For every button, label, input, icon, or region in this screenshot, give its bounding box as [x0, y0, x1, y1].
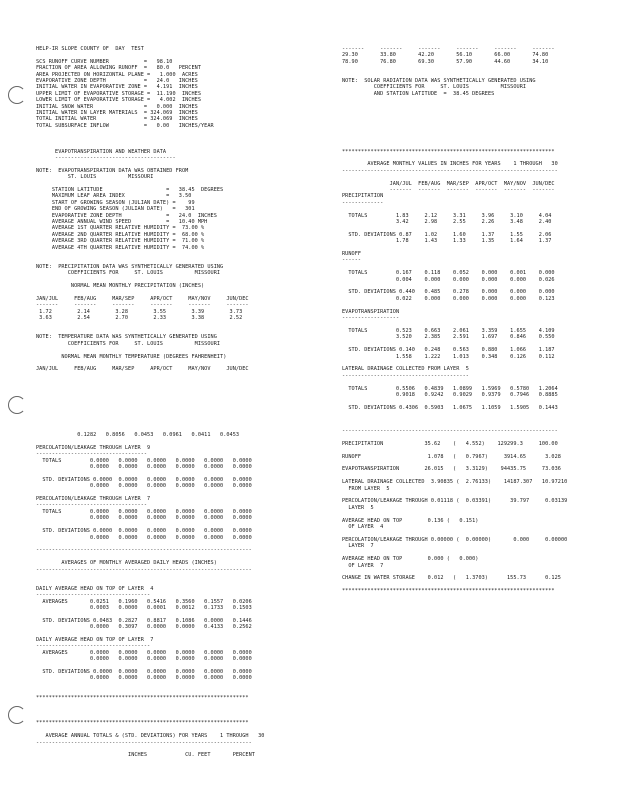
text-line: NOTE: TEMPERATURE DATA WAS SYNTHETICALLY GENERATED USING [36, 334, 217, 341]
text-line: DAILY AVERAGE HEAD ON TOP OF LAYER 4 [36, 585, 154, 592]
text-line: AVERAGES 0.0251 0.1960 0.5416 0.3560 0.1557 0.0206 [36, 598, 252, 605]
page2-right-column [342, 428, 567, 595]
text-line: STD. DEVIATIONS 0.0483 0.2827 0.8817 0.1086 0.0000 0.1446 [36, 617, 252, 624]
text-line: AND STATION LATITUDE = 38.45 DEGREES [342, 90, 495, 97]
text-line: AVERAGE 2ND QUARTER RELATIVE HUMIDITY = 68.00 % [36, 231, 205, 238]
text-line: ---------------------------------------- [342, 372, 469, 379]
text-line: 0.0000 0.0000 0.0000 0.0000 0.0000 0.0000 [36, 656, 252, 663]
text-line: PRECIPITATION 35.62 ( 4.552) 129299.3 100.00 [342, 440, 558, 447]
text-line: ------- ------- ------- ------- ------- ------- [36, 302, 249, 309]
text-line: LATERAL DRAINAGE COLLECTED FROM LAYER 5 [342, 366, 469, 373]
text-line: 3.520 2.385 2.591 1.697 0.846 0.550 [342, 334, 555, 341]
text-line: PERCOLATION/LEAKAGE THROUGH 0.00000 ( 0.00000) 0.000 0.00000 [342, 536, 568, 543]
text-line: ------- ------- ------- ------- ------- ------- [342, 186, 555, 193]
page1-left-column [36, 46, 249, 373]
text-line: EVAPORATIVE ZONE DEPTH = 24.0 INCHES [36, 78, 198, 85]
text-line: JAN/JUL FEB/AUG MAR/SEP APR/OCT MAY/NOV JUN/DEC [36, 295, 249, 302]
text-line: UPPER LIMIT OF EVAPORATIVE STORAGE = 11.190 INCHES [36, 90, 202, 97]
text-line: 0.0003 0.0000 0.0001 0.0012 0.1733 0.1503 [36, 604, 252, 611]
text-line: 0.0000 0.0000 0.0000 0.0000 0.0000 0.0000 [36, 675, 252, 682]
text-line: 0.022 0.000 0.000 0.000 0.000 0.123 [342, 295, 555, 302]
text-line: COEFFICIENTS FOR ST. LOUIS MISSOURI [36, 270, 221, 277]
text-line: AVERAGE ANNUAL TOTALS & (STD. DEVIATIONS) FOR YEARS 1 THROUGH 30 [36, 733, 265, 740]
text-line: ------ [342, 257, 362, 264]
text-line: INITIAL SNOW WATER = 0.000 INCHES [36, 103, 198, 110]
text-line: AREA PROJECTED ON HORIZONTAL PLANE = 1.000 ACRES [36, 71, 198, 78]
text-line: STD. DEVIATIONS 0.87 1.02 1.60 1.37 1.55 2.06 [342, 231, 552, 238]
text-line: NORMAL MEAN MONTHLY PRECIPITATION (INCHES) [36, 283, 205, 290]
text-line: PERCOLATION/LEAKAGE THROUGH LAYER 9 [36, 444, 151, 451]
text-line: ------------------------------------ [36, 643, 151, 650]
text-line: 0.9018 0.9242 0.9029 0.9379 0.7946 0.8885 [342, 391, 558, 398]
text-line: 1.558 1.222 1.013 0.348 0.126 0.112 [342, 353, 555, 360]
text-line: 0.004 0.000 0.000 0.000 0.000 0.026 [342, 276, 555, 283]
text-line: TOTAL INITIAL WATER = 324.069 INCHES [36, 116, 198, 123]
text-line: 0.0000 0.0000 0.0000 0.0000 0.0000 0.0000 [36, 534, 252, 541]
text-line: AVERAGE 4TH QUARTER RELATIVE HUMIDITY = 74.00 % [36, 244, 205, 251]
text-line: COEFFICIENTS FOR ST. LOUIS MISSOURI [36, 340, 221, 347]
text-line: 0.0000 0.0000 0.0000 0.0000 0.0000 0.0000 [36, 464, 252, 471]
text-line: RUNOFF [342, 251, 362, 257]
text-line: 0.0000 0.0000 0.0000 0.0000 0.0000 0.0000 [36, 515, 252, 522]
binder-hole [8, 86, 26, 104]
text-line: HELP-IR SLOPE COUNTY OF DAY TEST [36, 46, 144, 52]
text-line: TOTALS 0.523 0.663 2.061 3.359 1.655 4.109 [342, 327, 555, 334]
text-line: EVAPOTRANSPIRATION [342, 308, 400, 315]
text-line: OF LAYER 7 [342, 562, 384, 569]
text-line: DAILY AVERAGE HEAD ON TOP OF LAYER 7 [36, 637, 154, 643]
text-line: 0.0000 0.3097 0.0000 0.0000 0.4133 0.2562 [36, 624, 252, 631]
text-line: AVERAGE ANNUAL WIND SPEED = 10.40 MPH [36, 218, 208, 225]
text-line: ******************************************************************* [36, 720, 249, 727]
text-line: INITIAL WATER IN EVAPORATIVE ZONE = 4.191 INCHES [36, 84, 198, 91]
text-line: LAYER 5 [342, 504, 374, 511]
page2-left-column [36, 432, 264, 759]
text-line: INCHES CU. FEET PERCENT [36, 752, 255, 759]
text-line: NOTE: PRECIPITATION DATA WAS SYNTHETICALLY GENERATED USING [36, 263, 224, 270]
text-line: 78.90 76.80 69.30 57.90 44.60 34.10 [342, 58, 549, 65]
text-line: 29.30 33.80 42.20 56.10 66.00 74.80 [342, 52, 549, 59]
text-line: INITIAL WATER IN LAYER MATERIALS = 324.069 INCHES [36, 110, 198, 117]
text-line: NOTE: EVAPOTRANSPIRATION DATA WAS OBTAINED FROM [36, 167, 189, 174]
text-line: CHANGE IN WATER STORAGE 0.012 ( 1.3703) 155.73 0.125 [342, 575, 561, 582]
text-line: EVAPORATIVE ZONE DEPTH = 24.0 INCHES [36, 212, 217, 219]
text-line: AVERAGE MONTHLY VALUES IN INCHES FOR YEARS 1 THROUGH 30 [342, 161, 558, 168]
text-line: STATION LATITUDE = 38.45 DEGREES [36, 186, 224, 193]
text-line: NOTE: SOLAR RADIATION DATA WAS SYNTHETICALLY GENERATED USING [342, 78, 536, 85]
text-line: STD. DEVIATIONS 0.140 0.248 0.563 0.880 1.066 1.187 [342, 347, 555, 354]
text-line: -------------------------------------------------------------------- [36, 566, 252, 573]
text-line: LATERAL DRAINAGE COLLECTED 3.90835 ( 2.76133) 14187.307 10.97210 [342, 479, 568, 486]
text-line: ------- ------- ------- ------- ------- ------- [342, 46, 555, 52]
text-line: 3.63 2.54 2.70 2.33 3.38 2.52 [36, 315, 243, 322]
text-line: ----------------------------------- [36, 451, 148, 458]
text-line: PERCOLATION/LEAKAGE THROUGH 0.01118 ( 0.03391) 39.797 0.03139 [342, 498, 568, 505]
text-line: ******************************************************************* [342, 148, 555, 155]
text-line: TOTALS 0.0000 0.0000 0.0000 0.0000 0.0000 0.0000 [36, 508, 252, 515]
text-line: ******************************************************************* [36, 694, 249, 701]
text-line: AVERAGE 1ST QUARTER RELATIVE HUMIDITY = 73.00 % [36, 225, 205, 232]
text-line: TOTALS 1.83 2.12 3.31 3.96 3.10 4.04 [342, 212, 552, 219]
text-line: -------------------------------------------------------------------- [36, 547, 252, 554]
text-line: SCS RUNOFF CURVE NUMBER = 98.10 [36, 58, 173, 65]
text-line: TOTAL SUBSURFACE INFLOW = 0.00 INCHES/YEAR [36, 122, 214, 129]
text-line: PERCOLATION/LEAKAGE THROUGH LAYER 7 [36, 496, 151, 503]
text-line: AVERAGE HEAD ON TOP 0.136 ( 0.151) [342, 517, 479, 524]
text-line: PRECIPITATION [342, 193, 384, 200]
text-line: STD. DEVIATIONS 0.4306 0.5903 1.0675 1.1059 1.5905 0.1443 [342, 404, 558, 411]
text-line: STD. DEVIATIONS 0.0000 0.0000 0.0000 0.0000 0.0000 0.0000 [36, 669, 252, 676]
page1-right-column [342, 46, 558, 411]
text-line: AVERAGES 0.0000 0.0000 0.0000 0.0000 0.0000 0.0000 [36, 649, 252, 656]
text-line: TOTALS 0.5506 0.4839 1.0899 1.5969 0.5780 1.2064 [342, 385, 558, 392]
text-line: 1.72 2.14 3.28 3.55 3.39 3.73 [36, 308, 243, 315]
text-line: TOTALS 0.0000 0.0000 0.0000 0.0000 0.0000 0.0000 [36, 457, 252, 464]
text-line: AVERAGE HEAD ON TOP 0.000 ( 0.000) [342, 556, 479, 563]
text-line: EVAPOTRANSPIRATION AND WEATHER DATA [36, 148, 167, 155]
text-line: ------------------ [342, 315, 400, 322]
text-line: ------------------------------------ [36, 592, 151, 599]
text-line: STD. DEVIATIONS 0.440 0.485 0.278 0.000 0.000 0.000 [342, 289, 555, 296]
text-line: 0.0000 0.0000 0.0000 0.0000 0.0000 0.0000 [36, 483, 252, 490]
text-line: -------------------------------------------------------------------- [36, 739, 252, 746]
text-line: MAXIMUM LEAF AREA INDEX = 3.50 [36, 193, 192, 200]
text-line: JAN/JUL FEB/AUG MAR/SEP APR/OCT MAY/NOV JUN/DEC [342, 180, 555, 187]
text-line: AVERAGES OF MONTHLY AVERAGED DAILY HEADS (INCHES) [36, 560, 217, 567]
text-line: FRACTION OF AREA ALLOWING RUNOFF = 80.0 PERCENT [36, 65, 202, 72]
text-line: ******************************************************************* [342, 588, 555, 595]
text-line: 0.1282 0.8056 0.0453 0.0961 0.0411 0.0453 [36, 432, 240, 438]
binder-hole [8, 396, 26, 414]
text-line: 3.42 2.98 2.55 2.26 3.48 2.40 [342, 218, 552, 225]
text-line: -------------------------------------------------------------------- [342, 167, 558, 174]
text-line: -------------------------------------------------------------------- [342, 428, 558, 434]
binder-hole [8, 706, 26, 724]
text-line: OF LAYER 4 [342, 524, 384, 531]
text-line: STD. DEVIATIONS 0.0000 0.0000 0.0000 0.0000 0.0000 0.0000 [36, 528, 252, 535]
text-line: COEFFICIENTS FOR ST. LOUIS MISSOURI [342, 84, 527, 91]
text-line: NORMAL MEAN MONTHLY TEMPERATURE (DEGREES FAHRENHEIT) [36, 353, 227, 360]
text-line: RUNOFF 1.078 ( 0.7967) 3914.65 3.028 [342, 453, 561, 460]
text-line: JAN/JUL FEB/AUG MAR/SEP APR/OCT MAY/NOV JUN/DEC [36, 366, 249, 373]
text-line: END OF GROWING SEASON (JULIAN DATE) = 301 [36, 206, 195, 213]
text-line: START OF GROWING SEASON (JULIAN DATE) = 99 [36, 199, 195, 206]
text-line: AVERAGE 3RD QUARTER RELATIVE HUMIDITY = 71.00 % [36, 238, 205, 245]
text-line: TOTALS 0.167 0.118 0.052 0.000 0.001 0.000 [342, 270, 555, 277]
text-line: ST. LOUIS MISSOURI [36, 174, 154, 181]
text-line: ------------- [342, 199, 384, 206]
text-line: STD. DEVIATIONS 0.0000 0.0000 0.0000 0.0000 0.0000 0.0000 [36, 476, 252, 483]
text-line: ----------------------------------- [36, 502, 148, 509]
text-line: -------------------------------------- [36, 154, 176, 161]
text-line: FROM LAYER 5 [342, 485, 390, 492]
text-line: LOWER LIMIT OF EVAPORATIVE STORAGE = 4.002 INCHES [36, 97, 202, 104]
text-line: LAYER 7 [342, 543, 374, 550]
text-line: EVAPOTRANSPIRATION 26.015 ( 3.3129) 94435.75 73.036 [342, 466, 561, 473]
text-line: 1.78 1.43 1.33 1.35 1.64 1.37 [342, 238, 552, 245]
